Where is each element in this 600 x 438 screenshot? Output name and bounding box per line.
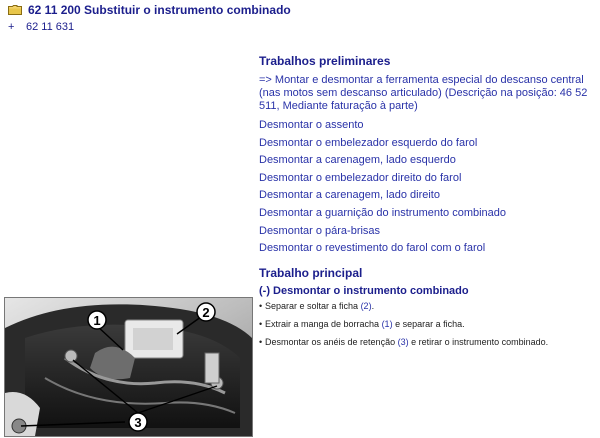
plus-icon: + xyxy=(8,21,15,33)
folder-icon xyxy=(8,5,22,15)
preliminary-step-8[interactable]: Desmontar o revestimento do farol com o farol xyxy=(259,242,486,255)
callout-2 xyxy=(197,303,215,321)
related-code-text[interactable]: 62 11 631 xyxy=(26,21,75,33)
main-work-heading: Trabalho principal xyxy=(259,265,363,280)
page-title-row xyxy=(8,3,291,17)
main-work-subheading: (-) Desmontar o instrumento combinado xyxy=(259,284,469,297)
callout-2-label: 2 xyxy=(202,305,210,320)
bullet-icon: • xyxy=(259,319,263,329)
callout-ref-3[interactable]: (3) xyxy=(397,337,409,347)
instruction-item-1: • Extrair a manga de borracha (1) e separar a ficha. xyxy=(259,319,465,329)
instruction-item-2: • Desmontar os anéis de retenção (3) e retirar o instrumento combinado. xyxy=(259,337,549,347)
instruction-list xyxy=(259,300,594,354)
callout-1 xyxy=(88,311,106,329)
preliminary-step-6[interactable]: Desmontar a guarnição do instrumento combinado xyxy=(259,206,507,219)
callout-ref-2[interactable]: (2) xyxy=(360,301,372,311)
preliminary-step-1[interactable]: Desmontar o assento xyxy=(259,119,364,131)
page-title: 62 11 200 Substituir o instrumento combinado xyxy=(28,3,291,17)
related-code[interactable] xyxy=(8,21,74,33)
callout-3-label: 3 xyxy=(134,415,142,430)
preliminary-step-2[interactable]: Desmontar o embelezador esquerdo do farol xyxy=(259,136,478,149)
preliminary-step-4[interactable]: Desmontar o embelezador direito do farol xyxy=(259,171,462,184)
bullet-icon: • xyxy=(259,337,263,347)
preliminary-step-0[interactable]: => Montar e desmontar a ferramenta especial do descanso central (nas motos sem descanso articulado) (Descrição na posição: 46 52 511, Mediante faturação à parte) xyxy=(259,74,588,112)
preliminary-step-7[interactable]: Desmontar o pára-brisas xyxy=(259,224,381,237)
callout-1-label: 1 xyxy=(93,313,101,328)
bullet-icon: • xyxy=(259,301,263,311)
preliminary-heading: Trabalhos preliminares xyxy=(259,54,391,68)
procedure-panel xyxy=(259,54,594,299)
preliminary-step-3[interactable]: Desmontar a carenagem, lado esquerdo xyxy=(259,154,456,167)
instrument-cluster-photo xyxy=(4,297,253,437)
preliminary-step-5[interactable]: Desmontar a carenagem, lado direito xyxy=(259,189,440,202)
callout-3 xyxy=(129,413,147,431)
instruction-item-0: • Separar e soltar a ficha (2). xyxy=(259,301,375,311)
callout-ref-1[interactable]: (1) xyxy=(381,319,393,329)
